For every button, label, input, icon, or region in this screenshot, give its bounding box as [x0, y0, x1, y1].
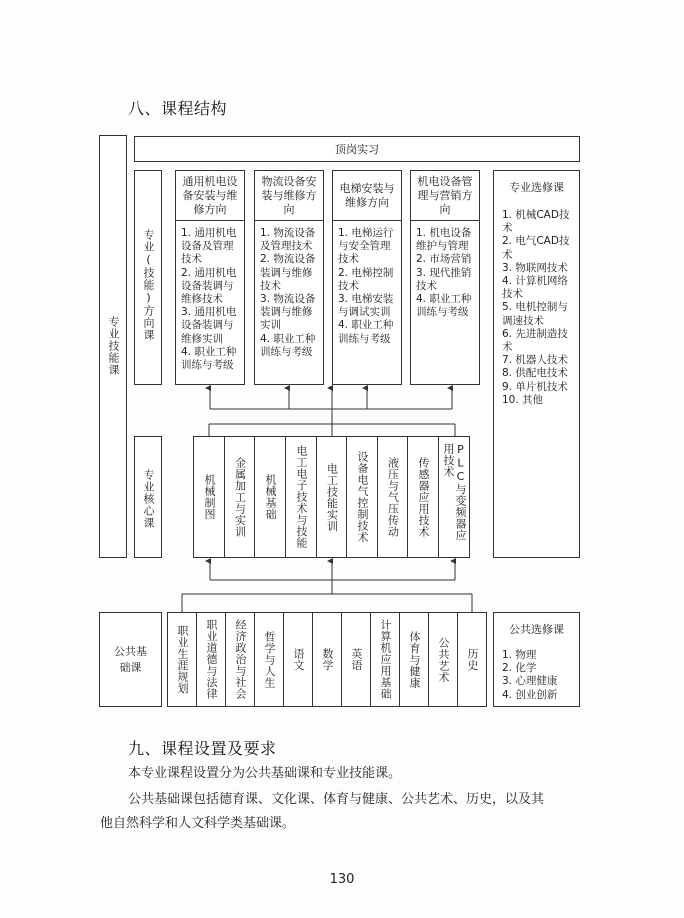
core-course: 电工电子技术与技能: [286, 437, 317, 557]
core-course: 设备电气控制技术: [347, 437, 378, 557]
core-courses-label: 专业核心课: [142, 469, 155, 529]
core-course: PLC与变频器应用技术: [442, 443, 467, 541]
direction-item: 1. 电梯运行与安全管理技术: [338, 227, 394, 266]
public-elective-box: [493, 612, 580, 707]
skill-courses-box: [99, 135, 127, 558]
section-9-heading: 九、课程设置及要求: [128, 739, 277, 758]
elective-item: 2. 电气CAD技术: [502, 235, 570, 261]
paragraph-2-line-2: 他自然科学和人文科学类基础课。: [100, 816, 296, 831]
direction-item: 1. 机电设备维护与管理: [416, 227, 472, 253]
elective-item: 1. 物理: [502, 649, 537, 661]
direction-courses-label: 专业(技能)方向课: [142, 229, 155, 341]
elective-item: 1. 机械CAD技术: [502, 209, 570, 235]
elective-item: 8. 供配电技术: [502, 367, 568, 380]
elective-item: 2. 化学: [502, 662, 537, 675]
direction-box-1: [175, 170, 245, 385]
elective-item: 6. 先进制造技术: [502, 327, 568, 354]
public-course: 公共艺术: [429, 613, 458, 706]
direction-courses-box: [134, 170, 162, 385]
public-course: 职业道德与法律: [197, 613, 226, 706]
direction-item: 3. 通用机电设备装调与维修实训: [181, 306, 237, 345]
direction-item: 4. 职业工种训练与考级: [260, 332, 316, 358]
core-courses-box: [134, 436, 162, 558]
direction-box-3: [332, 170, 402, 385]
paragraph-2-line-1: 公共基础课包括德育课、文化课、体育与健康、公共艺术、历史，以及其: [128, 792, 545, 807]
public-course: 计算机应用基础: [371, 613, 400, 706]
direction-box-2: [254, 170, 324, 385]
public-courses-row: [167, 612, 487, 707]
section-8-heading: 八、课程结构: [128, 99, 228, 118]
direction-box-4: [410, 170, 480, 385]
public-course: 历史: [466, 648, 479, 671]
internship-box: [134, 136, 580, 162]
public-course: 体育与健康: [400, 613, 429, 706]
direction-item: 4. 职业工种训练与考级: [338, 319, 394, 345]
public-course: 英语: [342, 613, 371, 706]
paragraph-1: 本专业课程设置分为公共基础课和专业技能课。: [128, 766, 402, 781]
elective-item: 9. 单片机技术: [502, 380, 568, 393]
direction-item: 4. 职业工种训练与考级: [181, 345, 237, 372]
professional-elective-title: 专业选修课: [509, 181, 564, 194]
core-course: 传感器应用技术: [408, 437, 439, 557]
internship-label: 顶岗实习: [335, 143, 379, 156]
core-course: 电工技能实训: [317, 437, 347, 557]
elective-item: 4. 计算机网络技术: [502, 275, 568, 301]
elective-item: 5. 电机控制与调速技术: [502, 301, 568, 327]
direction-item: 2. 电梯控制技术: [338, 266, 394, 292]
elective-item: 3. 物联网技术: [502, 261, 568, 274]
professional-elective-box: [493, 170, 580, 558]
page-number: 130: [329, 872, 355, 887]
core-course: 金属加工与实训: [225, 437, 255, 557]
public-basic-box: [99, 612, 162, 707]
direction-item: 2. 通用机电设备装调与维修技术: [181, 266, 237, 306]
public-elective-title: 公共选修课: [509, 623, 564, 636]
direction-item: 3. 物流设备装调与维修实训: [260, 293, 316, 332]
direction-title: 电梯安装与维修方向: [333, 171, 401, 221]
elective-item: 4. 创业创新: [502, 688, 558, 701]
public-course: 经济政治与社会: [226, 613, 255, 706]
skill-courses-label: 专业技能课: [107, 316, 120, 376]
direction-title: 通用机电设备安装与维修方向: [176, 171, 244, 221]
direction-title: 机电设备管理与营销方向: [411, 171, 479, 221]
core-course: 机械制图: [194, 437, 225, 557]
public-course: 哲学与人生: [255, 613, 284, 706]
public-course: 职业生涯规划: [168, 613, 197, 706]
direction-item: 2. 物流设备装调与维修技术: [260, 253, 316, 292]
core-course: 液压与气压传动: [378, 437, 408, 557]
direction-item: 3. 电梯安装与调试实训: [338, 293, 394, 319]
direction-title: 物流设备安装与维修方向: [255, 171, 323, 221]
public-course: 语文: [284, 613, 313, 706]
elective-item: 3. 心理健康: [502, 675, 558, 688]
direction-item: 4. 职业工种训练与考级: [416, 293, 472, 319]
direction-item: 2. 市场营销: [416, 253, 472, 266]
elective-item: 10. 其他: [502, 393, 544, 406]
direction-item: 1. 物流设备及管理技术: [260, 227, 316, 253]
public-course: 数学: [313, 613, 342, 706]
direction-item: 1. 通用机电设备及管理技术: [181, 227, 237, 266]
core-course: 机械基础: [255, 437, 286, 557]
public-basic-label: 公共基础课: [114, 644, 147, 674]
core-courses-row: [193, 436, 470, 558]
elective-item: 7. 机器人技术: [502, 354, 568, 367]
direction-item: 3. 现代推销技术: [416, 266, 472, 292]
